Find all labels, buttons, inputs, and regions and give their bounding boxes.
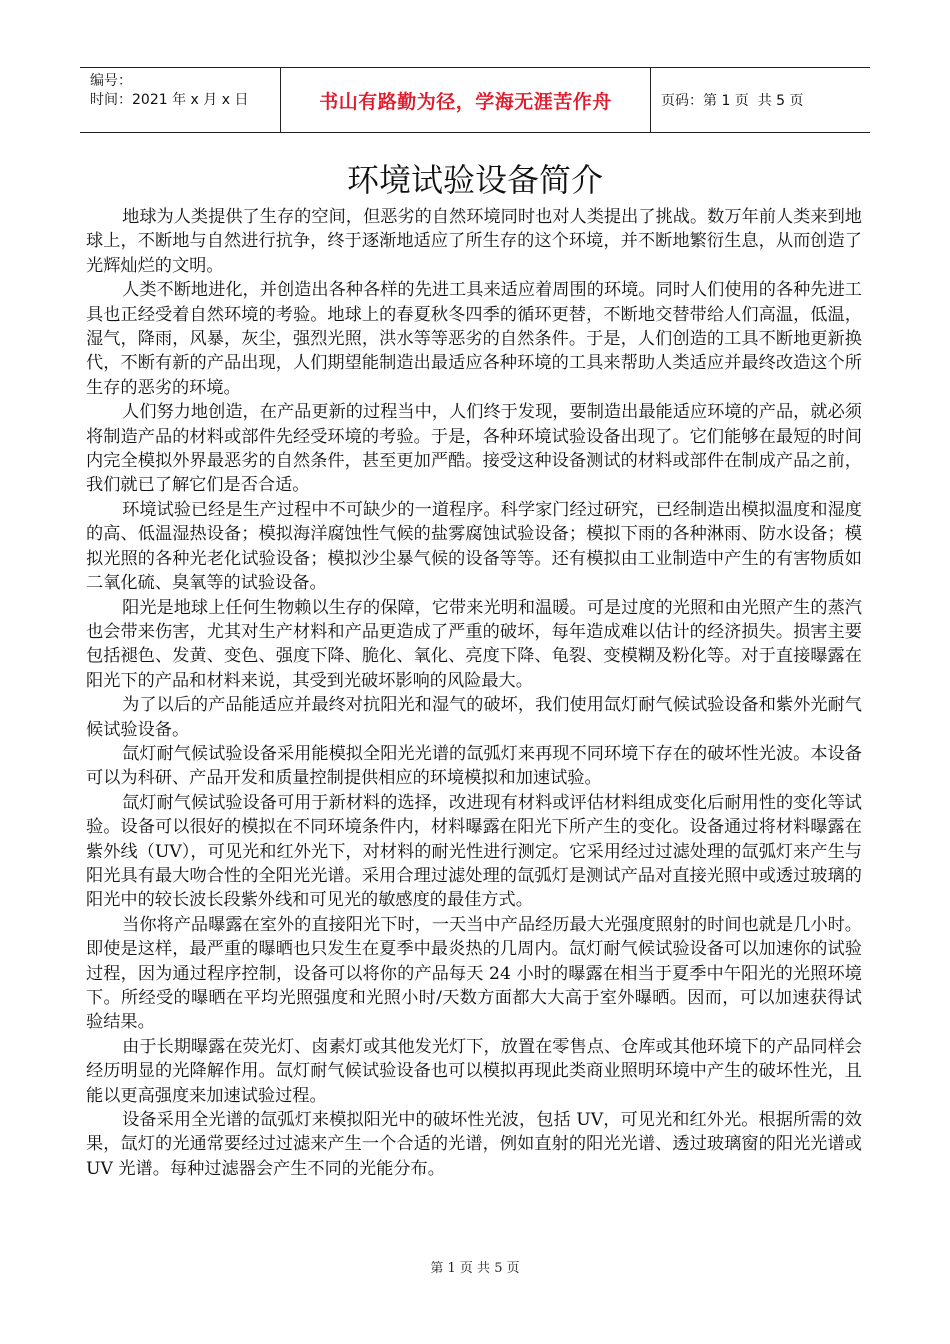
body-paragraph-3: 人们努力地创造，在产品更新的过程当中，人们终于发现，要制造出最能适应环境的产品，就必须将制造产品的材料或部件先经受环境的考验。于是，各种环境试验设备出现了。它们能够在最短的时间内完全模拟外界最恶劣的自然条件，甚至更加严酷。接受这种设备测试的材料或部件在制成产品之前，我们就已了解它们是否合适。	[86, 402, 862, 496]
header-table	[80, 67, 870, 133]
document-number-label: 编号：	[90, 73, 132, 89]
document-body	[86, 205, 862, 1181]
body-paragraph-11: 设备采用全光谱的氙弧灯来模拟阳光中的破坏性光波，包括 UV，可见光和红外光。根据所需的效果，氙灯的光通常要经过过滤来产生一个合适的光谱，例如直射的阳光光谱、透过玻璃窗的阳光光谱或 UV 光谱。每种过滤器会产生不同的光能分布。	[86, 1110, 862, 1179]
document-title: 环境试验设备简介	[346, 161, 603, 199]
body-paragraph-6: 为了以后的产品能适应并最终对抗阳光和湿气的破坏，我们使用氙灯耐气候试验设备和紫外光耐气候试验设备。	[86, 695, 862, 740]
body-paragraph-8: 氙灯耐气候试验设备可用于新材料的选择，改进现有材料或评估材料组成变化后耐用性的变化等试验。设备可以很好的模拟在不同环境条件内，材料曝露在阳光下所产生的变化。设备通过将材料曝露在紫外线（UV），可见光和红外光下，对材料的耐光性进行测定。它采用经过过滤处理的氙弧灯来产生与阳光具有最大吻合性的全阳光光谱。采用合理过滤处理的氙弧灯是测试产品对直接光照中或透过玻璃的阳光中的较长波长段紫外线和可见光的敏感度的最佳方式。	[86, 792, 862, 911]
header-meta	[80, 68, 280, 132]
header-motto: 书山有路勤为径，学海无涯苦作舟	[319, 90, 612, 113]
document-date-label: 时间：2021 年 x 月 x 日	[90, 92, 249, 108]
body-paragraph-5: 阳光是地球上任何生物赖以生存的保障，它带来光明和温暖。可是过度的光照和由光照产生的蒸汽也会带来伤害，尤其对生产材料和产品更造成了严重的破坏，每年造成难以估计的经济损失。损害主要包括褪色、发黄、变色、强度下降、脆化、氧化、亮度下降、龟裂、变模糊及粉化等。对于直接曝露在阳光下的产品和材料来说，其受到光破坏影响的风险最大。	[86, 597, 862, 691]
body-paragraph-9: 当你将产品曝露在室外的直接阳光下时，一天当中产品经历最大光强度照射的时间也就是几小时。即使是这样，最严重的曝晒也只发生在夏季中最炎热的几周内。氙灯耐气候试验设备可以加速你的试验过程，因为通过程序控制，设备可以将你的产品每天 24 小时的曝露在相当于夏季中午阳光的光照环境下。所经受的曝晒在平均光照强度和光照小时/天数方面都大大高于室外曝晒。因而，可以加速获得试验结果。	[86, 914, 862, 1033]
body-paragraph-10: 由于长期曝露在荧光灯、卤素灯或其他发光灯下，放置在零售点、仓库或其他环境下的产品同样会经历明显的光降解作用。氙灯耐气候试验设备也可以模拟再现此类商业照明环境中产生的破坏性光，且能以更高强度来加速试验过程。	[86, 1036, 862, 1106]
header-motto-cell	[280, 68, 651, 132]
header-page-label: 页码：第 1 页 共 5 页	[661, 93, 804, 109]
body-paragraph-4: 环境试验已经是生产过程中不可缺少的一道程序。科学家门经过研究，已经制造出模拟温度和湿度的高、低温湿热设备；模拟海洋腐蚀性气候的盐雾腐蚀试验设备；模拟下雨的各种淋雨、防水设备；模拟光照的各种光老化试验设备；模拟沙尘暴气候的设备等等。还有模拟由工业制造中产生的有害物质如二氧化硫、臭氧等的试验设备。	[86, 499, 862, 594]
body-paragraph-7: 氙灯耐气候试验设备采用能模拟全阳光光谱的氙弧灯来再现不同环境下存在的破坏性光波。本设备可以为科研、产品开发和质量控制提供相应的环境模拟和加速试验。	[86, 743, 862, 789]
body-paragraph-1: 地球为人类提供了生存的空间，但恶劣的自然环境同时也对人类提出了挑战。数万年前人类来到地球上，不断地与自然进行抗争，终于逐渐地适应了所生存的这个环境，并不断地繁衍生息，从而创造了光辉灿烂的文明。	[86, 207, 862, 276]
body-paragraph-2: 人类不断地进化，并创造出各种各样的先进工具来适应着周围的环境。同时人们使用的各种先进工具也正经受着自然环境的考验。地球上的春夏秋冬四季的循环更替，不断地交替带给人们高温，低温，湿气，降雨，风暴，灰尘，强烈光照，洪水等等恶劣的自然条件。于是，人们创造的工具不断地更新换代，不断有新的产品出现，人们期望能制造出最适应各种环境的工具来帮助人类适应并最终改造这个所生存的恶劣的环境。	[86, 280, 862, 398]
page-footer: 第 1 页 共 5 页	[430, 1261, 520, 1276]
